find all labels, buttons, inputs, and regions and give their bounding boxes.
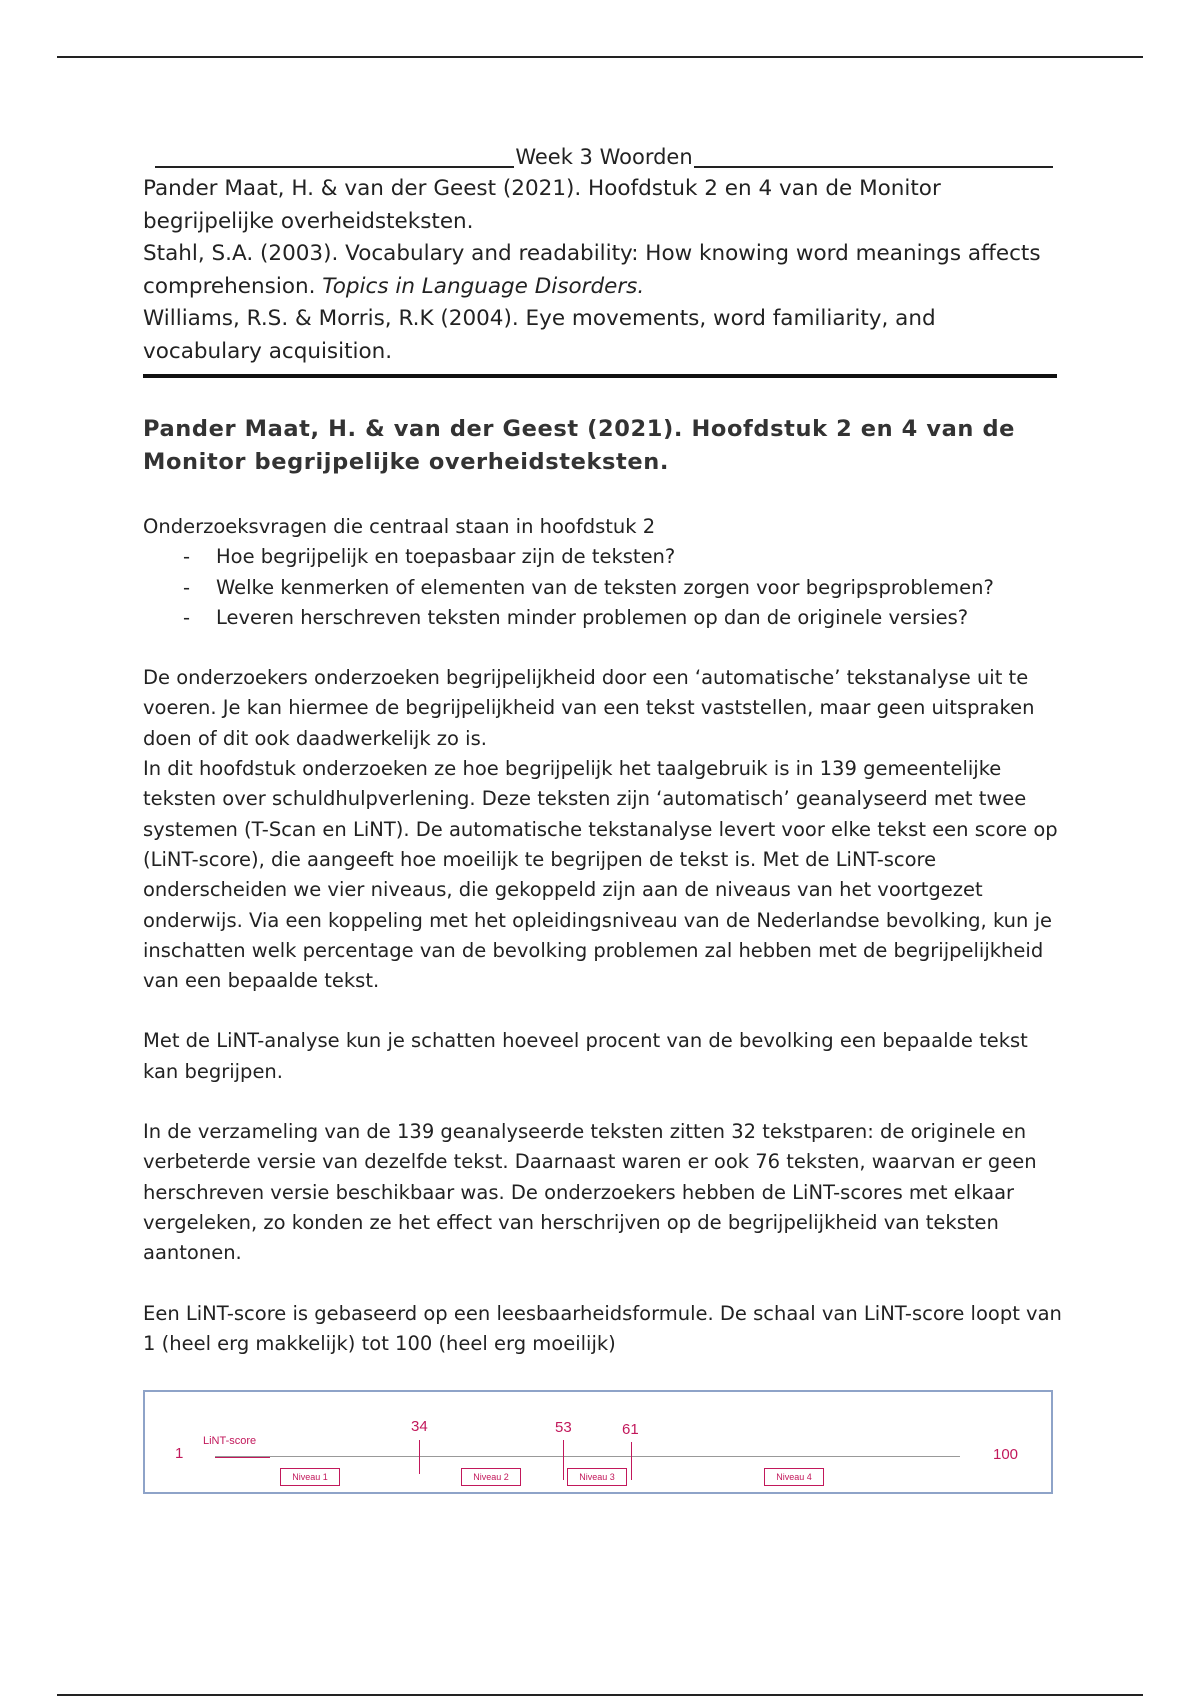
header-divider [143,374,1057,378]
paragraph-4: In de verzameling van de 139 geanalyseerde teksten zitten 32 tekstparen: de originele en verbeterde versie van dezelfde tekst. Daarnaast waren er ook 76 teksten, waarvan er geen herschreven versie beschikbaar was. De onderzoekers hebben de LiNT-scores met elkaar vergeleken, zo konden ze het effect van herschrijven op de begrijpelijkheid van teksten aantonen. [143,1120,1037,1265]
reference-1: Pander Maat, H. & van der Geest (2021). Hoofdstuk 2 en 4 van de Monitor begrijpelijke overheidsteksten. [143,176,941,234]
questions-intro: Onderzoeksvragen die centraal staan in hoofdstuk 2 [143,515,656,538]
lint-score-scale [143,1390,1053,1494]
threshold-tick [419,1440,420,1474]
paragraph-2: In dit hoofdstuk onderzoeken ze hoe begrijpelijk het taalgebruik is in 139 gemeentelijke teksten over schuldhulpverlening. Deze teksten zijn ‘automatisch’ geanalyseerd met twee systemen (T-Scan en LiNT). De automatische tekstanalyse levert voor elke tekst een score op (LiNT-score), die aangeeft hoe moeilijk te begrijpen de tekst is. Met de LiNT-score onderscheiden we vier niveaus, die gekoppeld zijn aan de niveaus van het voortgezet onderwijs. Via een koppeling met het opleidingsniveau van de Nederlandse bevolking, kun je inschatten welk percentage van de bevolking problemen zal hebben met de begrijpelijkheid van een bepaalde tekst. [143,757,1058,993]
level-label: Niveau 2 [461,1468,521,1486]
threshold-label: 34 [411,1418,428,1435]
threshold-tick [563,1440,564,1480]
level-label: Niveau 3 [567,1468,627,1486]
header-box [143,142,1057,378]
level-label: Niveau 4 [764,1468,824,1486]
reference-3: Williams, R.S. & Morris, R.K (2004). Eye movements, word familiarity, and vocabulary acquisition. [143,306,936,364]
level-label: Niveau 1 [280,1468,340,1486]
scale-min-label: 1 [175,1445,184,1462]
list-item: - Hoe begrijpelijk en toepasbaar zijn de teksten? [183,542,1063,572]
scale-axis-label: LiNT-score [203,1435,257,1447]
reference-list [143,173,1057,368]
journal-title: Topics in Language Disorders. [322,273,645,299]
reference-2: Stahl, S.A. (2003). Vocabulary and readability: How knowing word meanings affects comprehension. Topics in Language Disorders. [143,241,1041,299]
threshold-tick [631,1442,632,1480]
list-item: - Leveren herschreven teksten minder problemen op dan de originele versies? [183,603,1063,633]
paragraph-3: Met de LiNT-analyse kun je schatten hoeveel procent van de bevolking een bepaalde tekst kan begrijpen. [143,1029,1028,1083]
week-title: Week 3 Woorden [515,145,693,169]
paragraph-5: Een LiNT-score is gebaseerd op een leesbaarheidsformule. De schaal van LiNT-score loopt van 1 (heel erg makkelijk) tot 100 (heel erg moeilijk) [143,1301,1062,1355]
section-title: Pander Maat, H. & van der Geest (2021). Hoofdstuk 2 en 4 van de Monitor begrijpelijke overheidsteksten. [143,416,1016,475]
threshold-label: 53 [555,1419,572,1436]
list-item: - Welke kenmerken of elementen van de teksten zorgen voor begripsproblemen? [183,573,1063,603]
questions-list [143,542,1063,633]
scale-axis [215,1456,960,1457]
body-text [143,512,1063,1359]
bottom-rule [57,1694,1143,1696]
top-rule [57,56,1143,58]
threshold-label: 61 [622,1421,639,1438]
paragraph-1: De onderzoekers onderzoeken begrijpelijkheid door een ‘automatische’ tekstanalyse uit te voeren. Je kan hiermee de begrijpelijkheid van een tekst vaststellen, maar geen uitspraken doen of dit ook daadwerkelijk zo is. [143,666,1035,750]
scale-max-label: 100 [993,1446,1019,1463]
week-title-line [143,142,1053,172]
